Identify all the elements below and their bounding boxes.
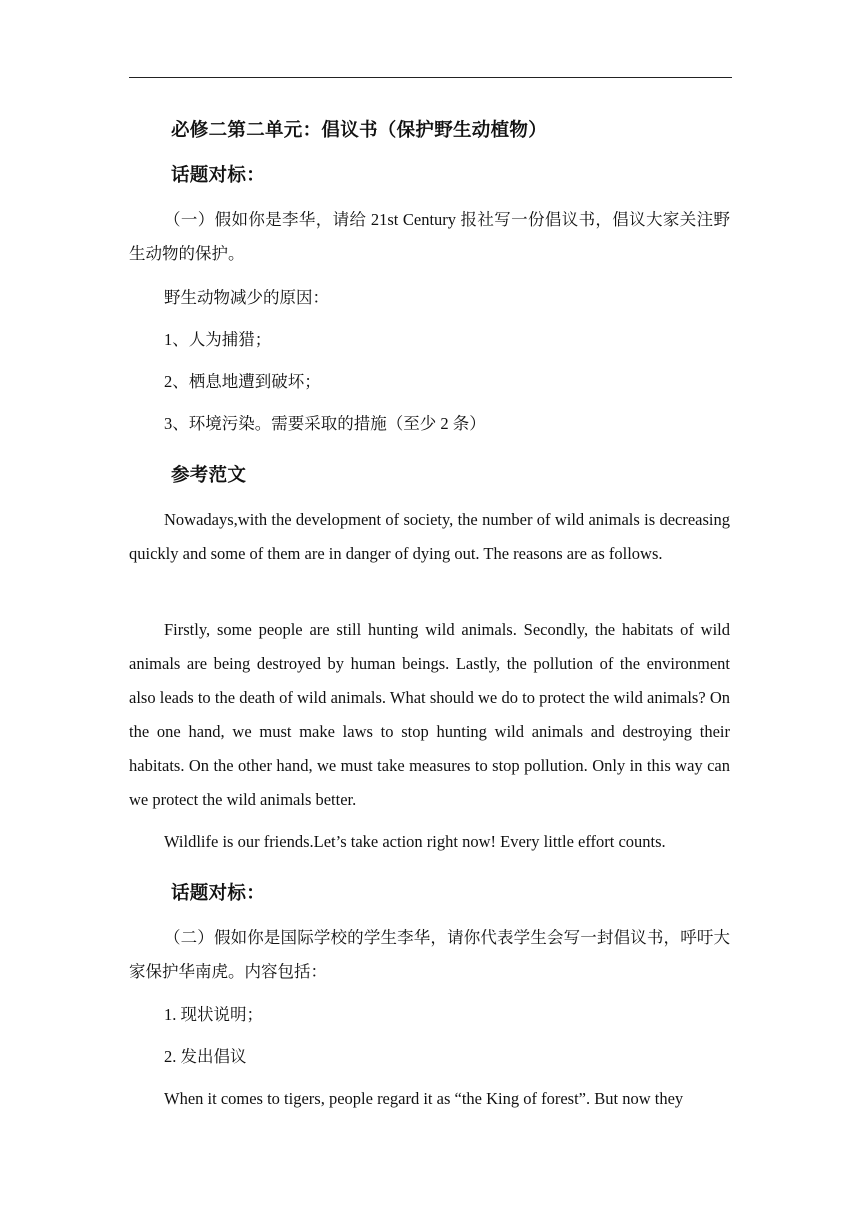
sample-paragraph-2: Firstly, some people are still hunting wild animals. Secondly, the habitats of wild animals are being destroyed by human beings. Lastly, the pollution of the environment also leads to the death of wild animals. What should we do to protect the wild animals? On the one hand, we must make laws to stop hunting wild animals and destroying their habitats. On the other hand, we must take measures to stop pollution. Only in this way can we protect the wild animals better. xyxy=(129,620,730,809)
list-item: 3、环境污染。需要采取的措施（至少 2 条） xyxy=(164,414,486,433)
header-rule xyxy=(129,77,732,78)
section-heading-1: 话题对标： xyxy=(171,165,266,186)
list-item: 1. 现状说明； xyxy=(164,1005,263,1024)
list-item: 2、栖息地遭到破坏； xyxy=(164,372,321,391)
essay-start: When it comes to tigers, people regard it as “the King of forest”. But now they xyxy=(164,1089,684,1108)
list-item: 1、人为捕猎； xyxy=(164,330,272,349)
reasons-heading: 野生动物减少的原因： xyxy=(164,288,329,307)
prompt-1: （一）假如你是李华，请给 21st Century 报社写一份倡议书，倡议大家关注野生动物的保护。 xyxy=(129,210,730,263)
prompt-2: （二）假如你是国际学校的学生李华，请你代表学生会写一封倡议书，呼吁大家保护华南虎。内容包括： xyxy=(129,928,730,981)
sample-paragraph-1: Nowadays,with the development of society, the number of wild animals is decreasing quickly and some of them are in danger of dying out. The reasons are as follows. xyxy=(129,510,730,563)
sample-paragraph-3: Wildlife is our friends.Let’s take action right now! Every little effort counts. xyxy=(164,832,666,851)
page-title: 必修二第二单元：倡议书（保护野生动植物） xyxy=(171,120,548,141)
list-item: 2. 发出倡议 xyxy=(164,1047,247,1066)
sample-heading: 参考范文 xyxy=(171,465,247,486)
section-heading-2: 话题对标： xyxy=(171,883,266,904)
